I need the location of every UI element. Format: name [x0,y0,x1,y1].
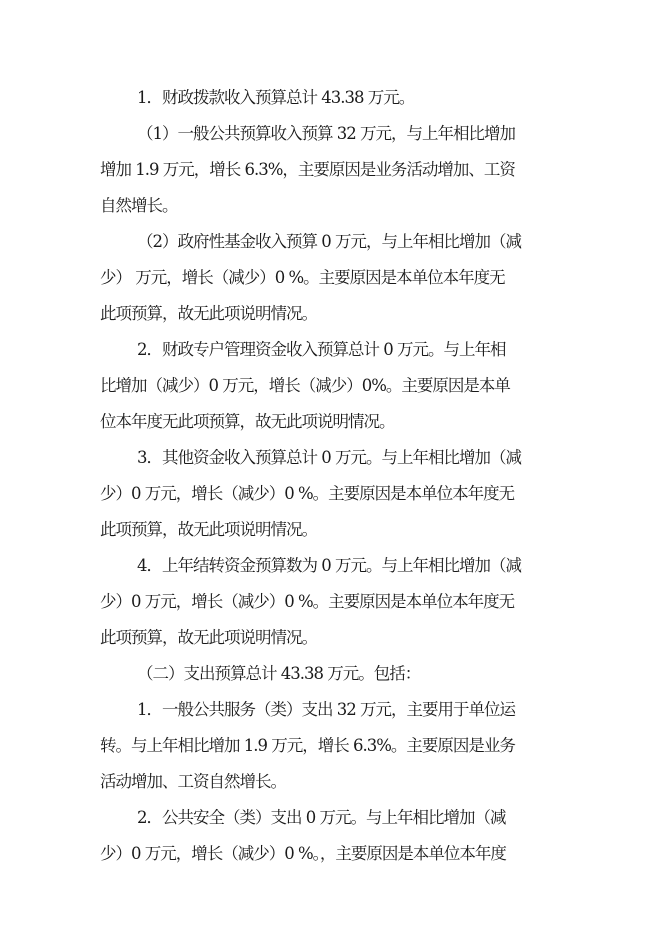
text-line: 少） 万元，增长（减少）0 %。主要原因是本单位本年度无 [100,268,505,287]
text-line: 活动增加、工资自然增长。 [100,772,286,791]
text-line: 1．一般公共服务（类）支出 32 万元，主要用于单位运 [137,700,515,719]
text-line: 位本年度无此项预算，故无此项说明情况。 [100,412,395,431]
text-line: 转。与上年相比增加 1.9 万元，增长 6.3%。主要原因是业务 [100,736,515,755]
text-line: 此项预算，故无此项说明情况。 [100,628,317,647]
text-line: （1）一般公共预算收入预算 32 万元，与上年相比增加 [137,124,515,143]
text-line: 增加 1.9 万元，增长 6.3%，主要原因是业务活动增加、工资 [100,160,515,179]
text-line: 4．上年结转资金预算数为 0 万元。与上年相比增加（减 [137,556,521,575]
text-line: 2．公共安全（类）支出 0 万元。与上年相比增加（减 [137,808,506,827]
text-line: 1．财政拨款收入预算总计 43.38 万元。 [137,88,415,107]
text-line: 比增加（减少）0 万元，增长（减少）0%。主要原因是本单 [100,376,510,395]
text-line: 此项预算，故无此项说明情况。 [100,520,317,539]
text-line: 少）0 万元，增长（减少）0 %。，主要原因是本单位本年度 [100,844,506,863]
text-line: （二）支出预算总计 43.38 万元。包括： [137,664,421,683]
text-line: 3．其他资金收入预算总计 0 万元。与上年相比增加（减 [137,448,521,467]
text-line: （2）政府性基金收入预算 0 万元，与上年相比增加（减 [137,232,521,251]
text-line: 此项预算，故无此项说明情况。 [100,304,317,323]
text-line: 少）0 万元，增长（减少）0 %。主要原因是本单位本年度无 [100,484,515,503]
text-line: 2．财政专户管理资金收入预算总计 0 万元。与上年相 [137,340,506,359]
text-line: 自然增长。 [100,196,178,215]
text-line: 少）0 万元，增长（减少）0 %。主要原因是本单位本年度无 [100,592,515,611]
